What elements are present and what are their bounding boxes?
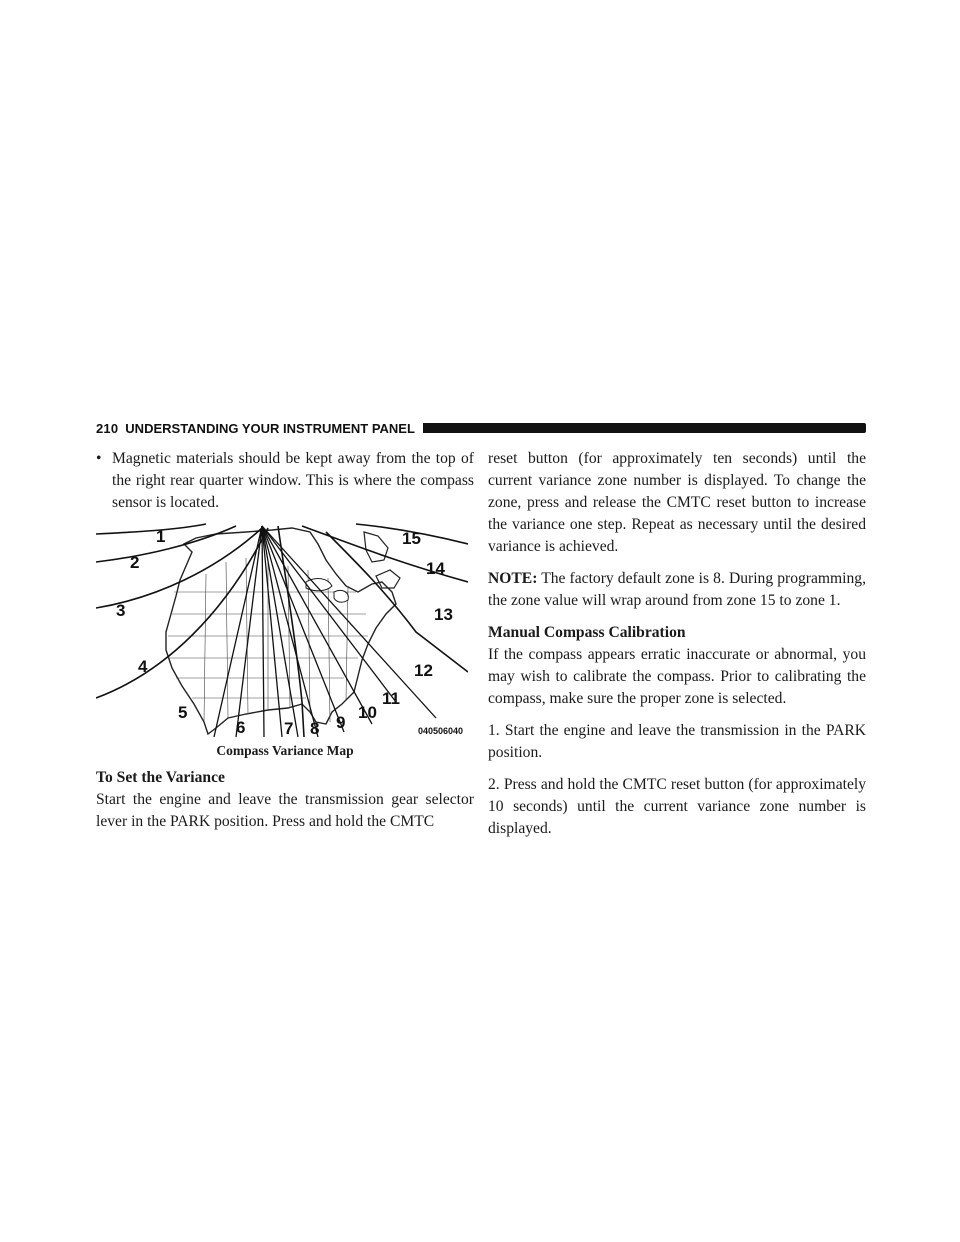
zone-label-1: 1 xyxy=(156,527,166,546)
zone-label-2: 2 xyxy=(130,553,140,572)
zone-label-3: 3 xyxy=(116,601,126,620)
page-header xyxy=(96,421,866,435)
compass-variance-map xyxy=(96,522,468,737)
left-column xyxy=(96,448,474,833)
bullet-icon: • xyxy=(96,450,102,467)
zone-label-4: 4 xyxy=(138,657,148,676)
note-label: NOTE: xyxy=(488,570,538,587)
zone-label-12: 12 xyxy=(414,661,433,680)
zone-label-5: 5 xyxy=(178,703,188,722)
header-rule xyxy=(423,423,866,433)
right-column xyxy=(488,448,866,840)
paragraph-continued: reset button (for approximately ten seconds) until the current variance zone number is displayed. To change the zone, press and release the CMTC reset button to increase the variance one step. Repeat as necessary until the desired variance is achieved. xyxy=(488,450,866,555)
bullet-text: Magnetic materials should be kept away from the top of the right rear quarter window. This is where the compass sensor is located. xyxy=(112,450,474,511)
zone-label-8: 8 xyxy=(310,719,320,737)
step-2: 2. Press and hold the CMTC reset button (for approximately 10 seconds) until the current variance zone number is displayed. xyxy=(488,776,866,837)
map-svg xyxy=(96,522,468,737)
paragraph-calibration: If the compass appears erratic inaccurate or abnormal, you may wish to calibrate the compass. Prior to calibrating the compass, make sure the proper zone is selected. xyxy=(488,646,866,707)
page-number: 210 xyxy=(96,420,119,436)
figure-caption: Compass Variance Map xyxy=(216,743,354,758)
zone-label-14: 14 xyxy=(426,559,445,578)
zone-label-9: 9 xyxy=(336,713,346,732)
heading-manual-calibration: Manual Compass Calibration xyxy=(488,624,686,641)
heading-set-variance: To Set the Variance xyxy=(96,769,225,786)
note-paragraph xyxy=(488,568,866,612)
image-code: 040506040 xyxy=(418,726,464,736)
zone-label-15: 15 xyxy=(402,529,421,548)
section-title: UNDERSTANDING YOUR INSTRUMENT PANEL xyxy=(125,420,415,436)
zone-label-11: 11 xyxy=(382,689,400,708)
zone-label-13: 13 xyxy=(434,605,453,624)
bullet-item xyxy=(96,448,474,514)
zone-label-10: 10 xyxy=(358,703,377,722)
zone-label-7: 7 xyxy=(284,719,294,737)
paragraph-set-variance: Start the engine and leave the transmission gear selector lever in the PARK position. Press and hold the CMTC xyxy=(96,791,474,830)
note-text: The factory default zone is 8. During programming, the zone value will wrap around from zone 15 to zone 1. xyxy=(488,570,866,609)
step-1: 1. Start the engine and leave the transmission in the PARK position. xyxy=(488,722,866,761)
zone-label-6: 6 xyxy=(236,718,246,737)
